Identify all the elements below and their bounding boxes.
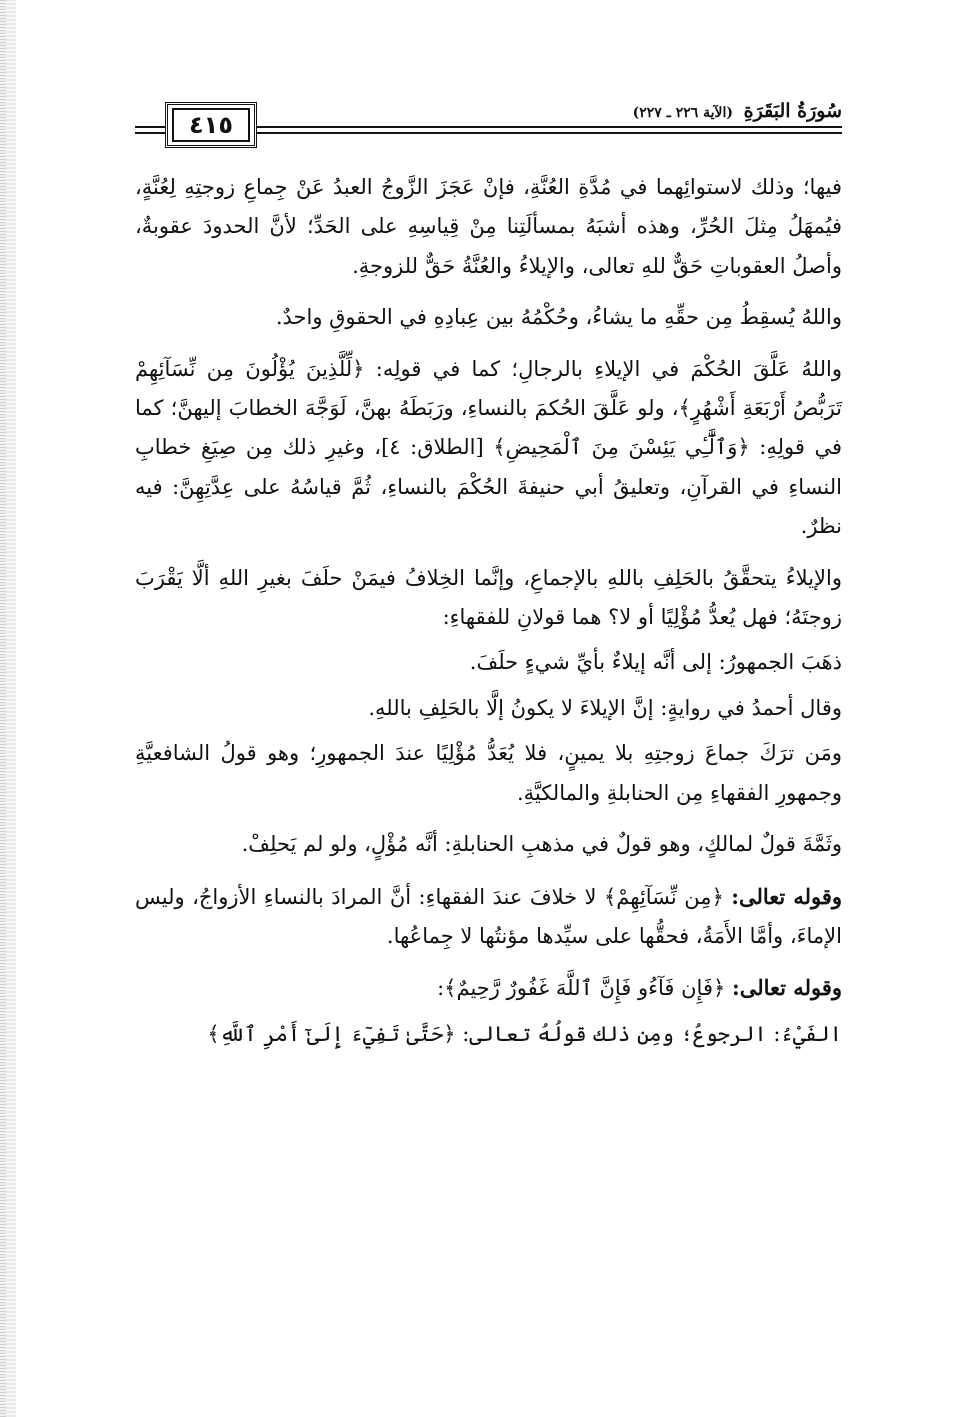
paragraph-7: ومَن ترَكَ جماعَ زوجتِهِ بلا يمينٍ، فلا يُعَدُّ مُؤْلِيًا عندَ الجمهورِ؛ وهو قولُ الشافعيَّةِ وجمهورِ الفقهاءِ مِن الحنابلةِ والمالكيَّةِ. — [135, 741, 842, 805]
paragraph-4: والإيلاءُ يتحقَّقُ بالحَلِفِ باللهِ بالإجماعِ، وإنَّما الخِلافُ فيمَنْ حلَفَ بغيرِ اللهِ ألَّا يَقْرَبَ زوجتَهُ؛ فهل يُعدُّ مُؤْلِيًا أو لا؟ هما قولانِ للفقهاءِ: — [135, 565, 842, 630]
paragraph-6: وقال أحمدُ في روايةٍ: إنَّ الإيلاءَ لا يكونُ إلَّا بالحَلِفِ باللهِ. — [368, 695, 842, 720]
ayah-range: (الآية ٢٢٦ ـ ٢٢٧) — [632, 105, 734, 121]
verse-label: وقوله تعالى: — [731, 975, 842, 1001]
paragraph-9-text: ﴿مِن نِّسَآئِهِمْ﴾ لا خلافَ عندَ الفقهاءِ: أنَّ المرادَ بالنساءِ الأزواجُ، وليس الإماءَ، وأمَّا الأَمَةُ، فحقُّها على سيِّدها مؤنتُها لا جِماعُها. — [135, 884, 842, 948]
paragraph-2: واللهُ يُسقِطُ مِن حقِّهِ ما يشاءُ، وحُكْمُهُ بين عِبادِهِ في الحقوقِ واحدٌ. — [275, 305, 842, 330]
paragraph-10 — [135, 968, 842, 1008]
page-body — [135, 168, 842, 1066]
paragraph-8: وثَمَّةَ قولٌ لمالكٍ، وهو قولٌ في مذهبِ الحنابلةِ: أنَّه مُؤْلٍ، ولو لم يَحلِفْ. — [241, 832, 842, 857]
paragraph-1: فيها؛ وذلك لاستوائِهما في مُدَّةِ العُنَّةِ، فإنْ عَجَزَ الزَّوجُ العبدُ عَنْ جِماعِ زوجتِهِ لِعُنَّةٍ، فيُمهَلُ مِثلَ الحُرِّ، وهذه أشبَهُ بمسألَتِنا مِنْ قِياسِهِ على الحَدِّ؛ لأنَّ الحدودَ عقوبةٌ، وأصلُ العقوباتِ حَقٌّ للهِ تعالى، والإيلاءُ والعُنَّةُ حَقٌّ للزوجةِ. — [135, 175, 842, 278]
paragraph-10-text: ﴿فَإِن فَآءُو فَإِنَّ ٱللَّهَ غَفُورٌ رَّحِيمٌ﴾: — [437, 976, 732, 1001]
running-head — [623, 96, 842, 126]
page-number-frame — [165, 102, 257, 148]
scan-edge-shadow-dark — [0, 0, 6, 1417]
paragraph-3: واللهُ عَلَّقَ الحُكْمَ في الإيلاءِ بالرجالِ؛ كما في قولِه: ﴿لِّلَّذِينَ يُؤْلُونَ مِن نِّسَآئِهِمْ تَرَبُّصُ أَرْبَعَةِ أَشْهُرٍ﴾، ولو عَلَّقَ الحُكمَ بالنساءِ، ورَبَطَهُ بهنَّ، لَوَجَّهَ الخطابَ إليهنَّ؛ كما في قولِهِ: ﴿وَٱلَّٰٓـِٔي يَئِسْنَ مِنَ ٱلْمَحِيضِ﴾ [الطلاق: ٤]، وغيرِ ذلك مِن صِيَغِ خطابِ النساءِ في القرآنِ، وتعليقُ أبي حنيفةَ الحُكْمَ بالنساءِ، ثُمَّ قياسُهُ على عِدَّتِهِنَّ: فيه نظرٌ. — [135, 356, 842, 539]
paragraph-5: ذهَبَ الجمهورُ: إلى أنَّه إيلاءٌ بأيِّ شيءٍ حلَفَ. — [469, 650, 842, 675]
verse-label: وقوله تعالى: — [731, 883, 842, 909]
surah-title: سُورَةُ البَقَرَةِ — [743, 100, 842, 122]
paragraph-9 — [135, 877, 842, 957]
page-header — [135, 96, 842, 158]
paragraph-11: الفَيْءُ: الرجوعُ؛ ومِن ذلك قولُهُ تعالى: ﴿حَتَّىٰ تَفِيٓءَ إِلَىٰٓ أَمْرِ ٱللَّهِ﴾ — [207, 1021, 842, 1046]
page-number: ٤١٥ — [172, 108, 250, 142]
